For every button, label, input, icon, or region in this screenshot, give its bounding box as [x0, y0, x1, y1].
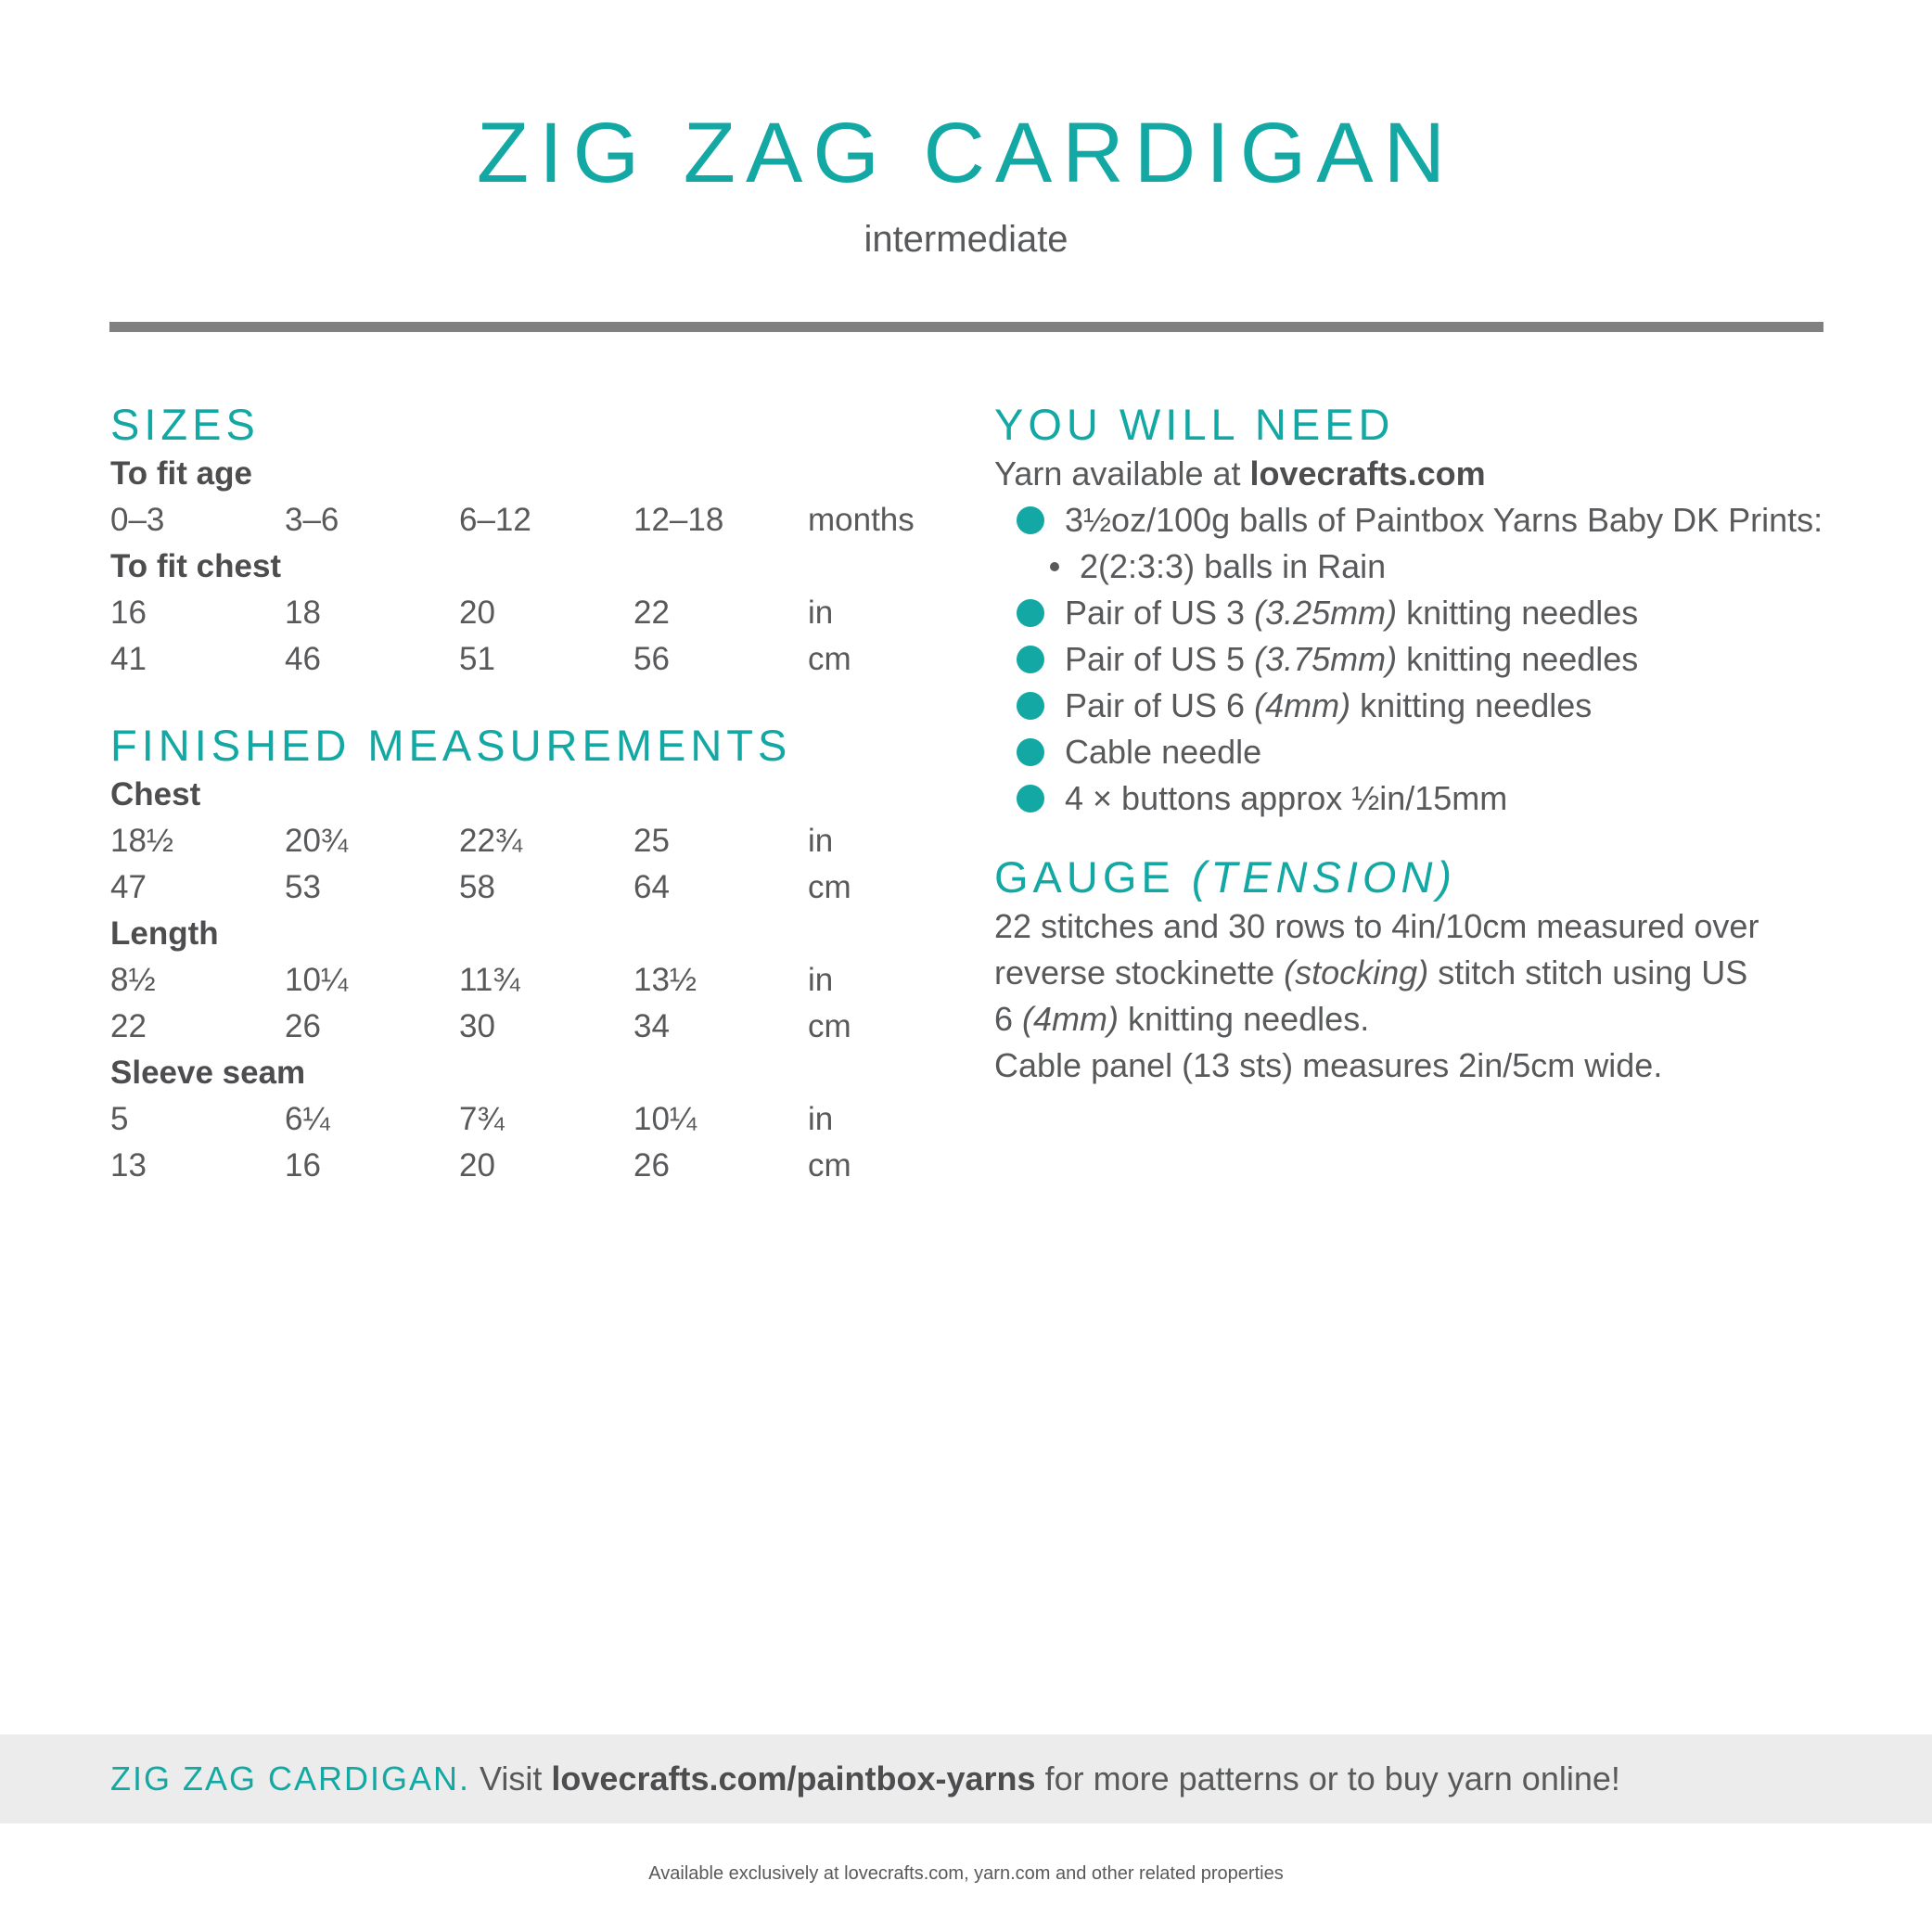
chest-fit-label: To fit chest — [110, 548, 282, 584]
finished-row-length-cm — [110, 1004, 992, 1050]
pattern-title: ZIG ZAG CARDIGAN — [476, 106, 1456, 200]
list-item — [994, 497, 1829, 544]
gauge-text: 6 — [994, 1000, 1023, 1038]
needle-suffix: knitting needles — [1397, 640, 1639, 678]
table-cell: 6–12 — [459, 502, 531, 538]
yarn-availability-text: Yarn available at — [994, 454, 1250, 493]
gauge-italic: (stocking) — [1284, 953, 1429, 992]
finished-measurements-heading: FINISHED MEASUREMENTS — [110, 721, 792, 770]
gauge-heading-italic: (TENSION) — [1191, 852, 1457, 902]
gauge-line-3 — [994, 996, 1829, 1043]
table-cell: 30 — [459, 1008, 495, 1044]
table-cell: 0–3 — [110, 502, 165, 538]
table-cell: 22 — [110, 1008, 147, 1044]
table-cell: months — [808, 502, 915, 538]
table-cell: 10¼ — [285, 962, 349, 998]
table-cell: 25 — [633, 823, 670, 859]
needle-item-us5 — [1065, 636, 1638, 683]
finished-row-length-in — [110, 957, 992, 1004]
table-cell: 6¼ — [285, 1101, 330, 1137]
needle-suffix: knitting needles — [1350, 686, 1593, 724]
table-cell: cm — [808, 1008, 851, 1044]
needle-item-us3 — [1065, 590, 1638, 636]
table-cell: 18 — [285, 595, 321, 631]
table-cell: 51 — [459, 641, 495, 677]
table-cell: 64 — [633, 869, 670, 905]
table-cell: 13½ — [633, 962, 697, 998]
bullet-icon — [1017, 738, 1044, 766]
gauge-heading-text: GAUGE — [994, 852, 1192, 902]
footer-visit: Visit — [470, 1759, 552, 1798]
gauge-line-2 — [994, 950, 1829, 996]
gauge-text: knitting needles. — [1119, 1000, 1370, 1038]
list-item — [994, 590, 1829, 636]
table-cell: 22 — [633, 595, 670, 631]
gauge-text: stitch stitch using US — [1428, 953, 1748, 992]
needle-metric: (3.25mm) — [1254, 594, 1398, 632]
table-cell: 12–18 — [633, 502, 724, 538]
table-cell: 46 — [285, 641, 321, 677]
table-cell: 53 — [285, 869, 321, 905]
needle-size: Pair of US 3 — [1065, 594, 1255, 632]
footer-tail: for more patterns or to buy yarn online! — [1035, 1759, 1620, 1798]
needle-item-us6 — [1065, 683, 1592, 729]
table-cell: cm — [808, 641, 851, 677]
needle-size: Pair of US 6 — [1065, 686, 1255, 724]
table-cell: 20 — [459, 1147, 495, 1184]
gauge-line-4: Cable panel (13 sts) measures 2in/5cm wide. — [994, 1046, 1663, 1084]
table-cell: 18½ — [110, 823, 174, 859]
table-cell: 20 — [459, 595, 495, 631]
list-item — [994, 683, 1829, 729]
table-cell: 47 — [110, 869, 147, 905]
table-cell: 5 — [110, 1101, 129, 1137]
table-cell: in — [808, 823, 834, 859]
table-cell: 13 — [110, 1147, 147, 1184]
materials-column — [994, 399, 1829, 1089]
size-row-chest-cm — [110, 636, 992, 683]
chest-label: Chest — [110, 776, 201, 812]
table-cell: cm — [808, 1147, 851, 1184]
cable-needle-item: Cable needle — [1065, 733, 1262, 771]
footer-band — [0, 1734, 1932, 1823]
bullet-icon — [1017, 599, 1044, 627]
finished-row-chest-in — [110, 818, 992, 864]
footer-link[interactable]: lovecrafts.com/paintbox-yarns — [551, 1759, 1036, 1798]
table-cell: 41 — [110, 641, 147, 677]
table-cell: 26 — [285, 1008, 321, 1044]
list-item — [994, 636, 1829, 683]
gauge-line-1: 22 stitches and 30 rows to 4in/10cm measured over — [994, 907, 1759, 945]
yarn-availability — [994, 451, 1829, 497]
you-will-need-heading: YOU WILL NEED — [994, 400, 1395, 449]
age-label: To fit age — [110, 455, 252, 492]
table-cell: in — [808, 1101, 834, 1137]
gauge-italic: (4mm) — [1022, 1000, 1120, 1038]
table-cell: 22¾ — [459, 823, 523, 859]
table-cell: 16 — [110, 595, 147, 631]
table-cell: 10¼ — [633, 1101, 697, 1137]
size-row-age — [110, 497, 992, 544]
needle-suffix: knitting needles — [1397, 594, 1639, 632]
table-cell: 34 — [633, 1008, 670, 1044]
bullet-icon — [1017, 692, 1044, 720]
table-cell: 16 — [285, 1147, 321, 1184]
finished-row-sleeve-in — [110, 1096, 992, 1143]
table-cell: cm — [808, 869, 851, 905]
gauge-heading — [994, 851, 1829, 903]
skill-level: intermediate — [864, 219, 1068, 260]
lovecrafts-link[interactable]: lovecrafts.com — [1249, 454, 1486, 493]
bullet-icon — [1017, 506, 1044, 534]
yarn-quantity: 2(2:3:3) balls in Rain — [1080, 547, 1387, 585]
sizes-column — [110, 399, 992, 1189]
gauge-text: reverse stockinette — [994, 953, 1285, 992]
table-cell: 3–6 — [285, 502, 339, 538]
needle-metric: (4mm) — [1254, 686, 1351, 724]
sleeve-seam-label: Sleeve seam — [110, 1055, 306, 1091]
needle-metric: (3.75mm) — [1254, 640, 1398, 678]
bullet-icon — [1017, 646, 1044, 673]
table-cell: 26 — [633, 1147, 670, 1184]
length-label: Length — [110, 915, 219, 952]
small-bullet-icon — [1050, 562, 1059, 571]
size-row-chest-in — [110, 590, 992, 636]
finished-row-chest-cm — [110, 864, 992, 911]
table-cell: 56 — [633, 641, 670, 677]
needle-size: Pair of US 5 — [1065, 640, 1255, 678]
table-cell: 7¾ — [459, 1101, 505, 1137]
table-cell: 20¾ — [285, 823, 349, 859]
finished-row-sleeve-cm — [110, 1143, 992, 1189]
yarn-item: 3½oz/100g balls of Paintbox Yarns Baby DK Prints: — [1065, 501, 1823, 539]
bullet-icon — [1017, 785, 1044, 812]
table-cell: 8½ — [110, 962, 156, 998]
footer-title: ZIG ZAG CARDIGAN. — [110, 1759, 471, 1798]
header-divider — [109, 322, 1823, 332]
footer-text — [110, 1734, 1620, 1823]
list-item — [994, 729, 1829, 775]
list-item — [994, 544, 1829, 590]
table-cell: in — [808, 962, 834, 998]
sizes-heading: SIZES — [110, 400, 260, 449]
table-cell: 58 — [459, 869, 495, 905]
table-cell: 11¾ — [459, 962, 520, 998]
table-cell: in — [808, 595, 834, 631]
buttons-item: 4 × buttons approx ½in/15mm — [1065, 779, 1508, 817]
legal-notice: Available exclusively at lovecrafts.com, yarn.com and other related properties — [648, 1863, 1284, 1884]
list-item — [994, 775, 1829, 822]
